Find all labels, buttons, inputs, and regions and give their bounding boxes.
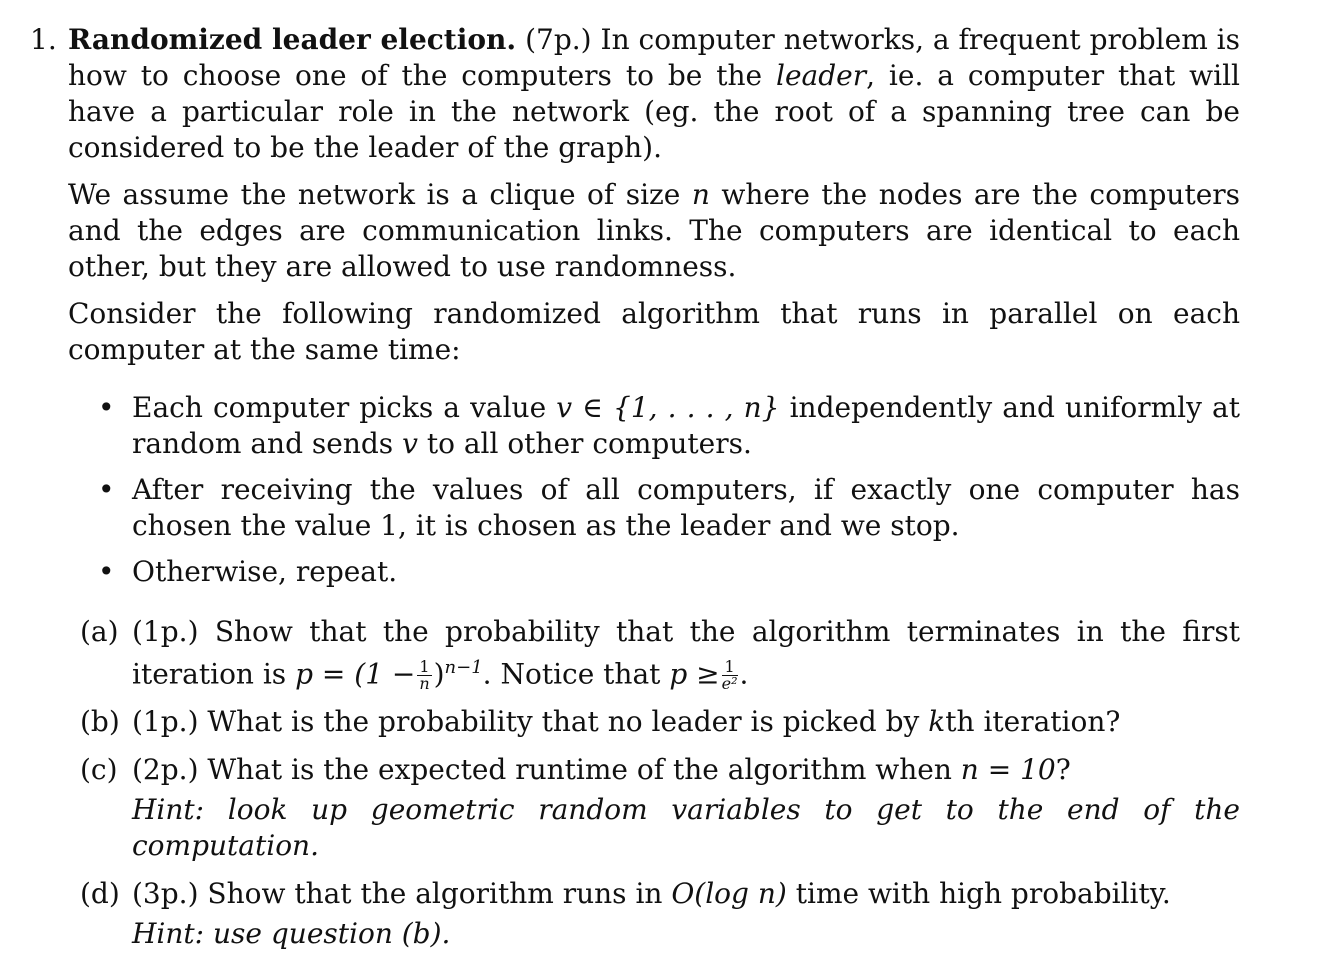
subquestion-text-2: th iteration? <box>945 705 1121 739</box>
subquestion-text: (3p.) Show that the algorithm runs in <box>132 877 663 911</box>
bullet-icon: • <box>98 555 115 588</box>
fraction-denominator: e² <box>721 674 738 694</box>
math-p: p = (1 − <box>295 657 416 691</box>
math-big-o: O(log n) <box>671 877 787 911</box>
subquestion-text-2: . Notice that <box>482 657 661 691</box>
subquestion-a <box>68 614 1240 692</box>
problem-number: 1. <box>30 23 57 56</box>
step-text-3: to all other computers. <box>426 427 752 460</box>
bullet-icon: • <box>98 391 115 424</box>
subquestion-text-2: time with high probability. <box>795 877 1171 911</box>
intro-text-2: , ie. a computer that will have a particular role in the network (eg. the root of a spanning tree can be considered to be the leader of the graph). <box>68 59 1240 164</box>
intro-paragraph <box>68 22 1240 166</box>
intro-emphasis: leader <box>776 59 867 92</box>
period: . <box>739 657 749 691</box>
math-n: n <box>691 178 710 211</box>
algorithm-steps <box>68 390 1240 590</box>
subquestion-c <box>68 752 1240 864</box>
subquestion-label: (b) <box>80 705 120 739</box>
subquestion-b <box>68 704 1240 740</box>
math-n-equals: n = 10 <box>960 753 1056 787</box>
subquestion-label: (d) <box>80 877 120 911</box>
algorithm-intro: Consider the following randomized algorithm that runs in parallel on each computer at the same time: <box>68 297 1240 366</box>
step-text: Otherwise, repeat. <box>132 555 398 588</box>
subquestion-d <box>68 876 1240 952</box>
bullet-icon: • <box>98 473 115 506</box>
subquestion-label: (a) <box>80 615 119 648</box>
assumption-text-2: where the nodes are the computers and the edges are communication links. The computers are identical to each other, but they are allowed to use randomness. <box>68 178 1241 283</box>
fraction-numerator: 1 <box>419 657 430 677</box>
math-v: v <box>402 427 418 460</box>
hint-text: Hint: look up geometric random variables to get to the end of the computation. <box>132 793 1240 863</box>
fraction <box>722 659 738 692</box>
math-exponent: n−1 <box>444 657 483 678</box>
assumption-text: We assume the network is a clique of size <box>68 178 681 211</box>
fraction-numerator: 1 <box>722 659 738 676</box>
hint-text: Hint: use question (b). <box>132 917 451 951</box>
fraction <box>417 659 431 692</box>
math-value-set: v ∈ {1, . . . , n} <box>556 391 780 424</box>
problem-points: (7p.) <box>525 23 592 56</box>
math-k: k <box>928 705 946 739</box>
subquestions <box>68 614 1240 952</box>
step-text: After receiving the values of all computers, if exactly one computer has chosen the value 1, it is chosen as the leader and we stop. <box>132 473 1240 542</box>
subquestion-label: (c) <box>80 753 118 787</box>
problem-body <box>68 22 1240 964</box>
intro-text: In computer networks, a frequent problem is how to choose one of the computers to be the <box>68 23 1240 92</box>
step-text: Each computer picks a value <box>132 391 547 424</box>
list-item <box>68 472 1240 544</box>
fraction-denominator: n <box>419 674 430 694</box>
math-paren: ) <box>433 657 445 691</box>
subquestion-text: (1p.) Show that the probability that the algorithm terminates in the first iteration is <box>132 615 1240 691</box>
problem-title: Randomized leader election. <box>68 23 517 56</box>
step-text-2: independently and uniformly at random and sends <box>132 391 1240 460</box>
subquestion-text: (2p.) What is the expected runtime of the algorithm when <box>132 753 952 787</box>
subquestion-text: (1p.) What is the probability that no leader is picked by <box>132 705 920 739</box>
assumption-paragraph <box>68 177 1240 285</box>
math-inequality: p ≥ <box>669 657 720 691</box>
list-item <box>68 554 1240 590</box>
list-item <box>68 390 1240 462</box>
question-mark: ? <box>1055 753 1071 787</box>
